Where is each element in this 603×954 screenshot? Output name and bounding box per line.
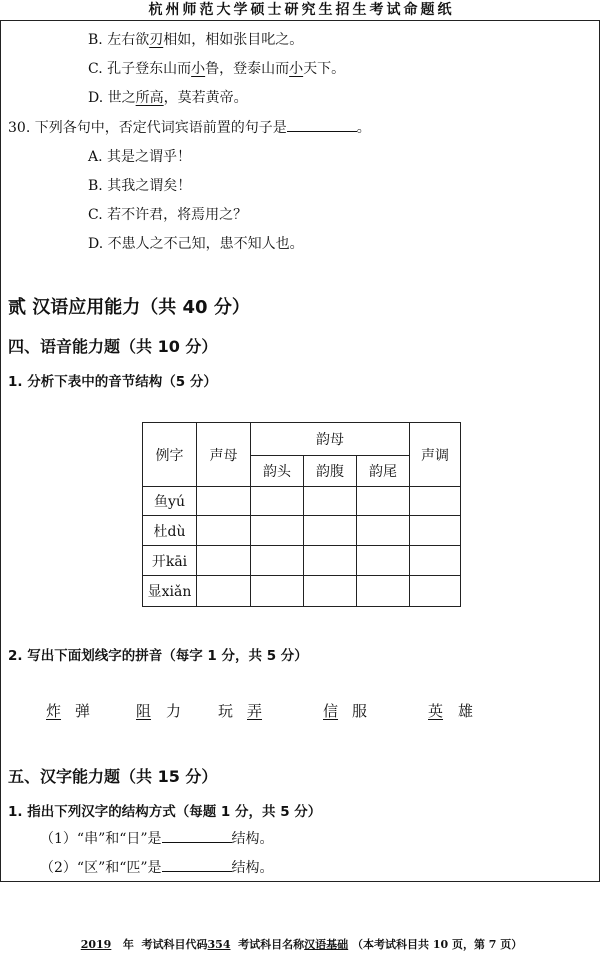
- answer-cell[interactable]: [304, 516, 357, 546]
- item-1-text-end: 结构。: [231, 831, 274, 847]
- footer-name-label: 考试科目名称: [238, 938, 305, 951]
- word-5-char: 雄: [458, 702, 474, 720]
- word-2-char: 力: [166, 702, 182, 720]
- part5-item-1: [40, 828, 274, 848]
- item-2-answer-blank[interactable]: [162, 857, 232, 872]
- footer-pages: （本考试科目共 10 页，第 7 页）: [352, 938, 523, 951]
- item-2-text-end: 结构。: [231, 860, 274, 876]
- word-4-char: 服: [352, 702, 368, 720]
- answer-cell[interactable]: [357, 487, 410, 516]
- part5-title: 五、汉字能力题（共 15 分）: [8, 767, 218, 786]
- answer-cell[interactable]: [304, 546, 357, 576]
- q29-d-text-end: ，莫若黄帝。: [163, 90, 248, 106]
- footer-name: 汉语基础: [304, 938, 349, 951]
- footer-code: 354: [207, 938, 231, 951]
- word-3-char: 玩: [218, 702, 234, 720]
- q29-d-underlined: 所高: [135, 90, 164, 106]
- q29-c-underlined-2: 小: [289, 61, 304, 77]
- header-final-tail: 韵尾: [357, 456, 410, 487]
- answer-cell[interactable]: [197, 487, 251, 516]
- footer-year-suffix: 年: [122, 938, 134, 951]
- q29-d-text: D. 世之: [88, 90, 136, 106]
- q29-b-text-end: 相如，相如张目叱之。: [163, 32, 304, 48]
- q30-option-c: C. 若不许君，将焉用之？: [88, 207, 248, 223]
- answer-cell[interactable]: [251, 516, 304, 546]
- q30-stem-text: 30. 下列各句中，否定代词宾语前置的句子是: [8, 120, 287, 136]
- q30-stem-end: 。: [356, 120, 371, 136]
- footer-code-label: 考试科目代码: [141, 938, 208, 951]
- answer-cell[interactable]: [251, 576, 304, 607]
- q29-c-text: C. 孔子登东山而: [88, 61, 192, 77]
- word-3-underlined: 弄: [247, 702, 263, 720]
- answer-cell[interactable]: [197, 546, 251, 576]
- q30-stem: [8, 117, 371, 137]
- answer-cell[interactable]: [357, 546, 410, 576]
- word-1-underlined: 炸: [46, 702, 62, 720]
- answer-cell[interactable]: [251, 487, 304, 516]
- part5-item-2: [40, 857, 274, 877]
- row-example: 显xiǎn: [143, 576, 197, 607]
- word-4-underlined: 信: [323, 702, 339, 720]
- q29-option-d: [88, 87, 248, 107]
- answer-cell[interactable]: [410, 576, 461, 607]
- word-5-underlined: 英: [428, 702, 444, 720]
- part4-q2-title: 2. 写出下面划线字的拼音（每字 1 分，共 5 分）: [8, 648, 308, 664]
- answer-cell[interactable]: [304, 576, 357, 607]
- answer-cell[interactable]: [197, 516, 251, 546]
- word-1-char: 弹: [75, 702, 91, 720]
- header-initial: 声母: [197, 423, 251, 487]
- page-header: 杭州师范大学硕士研究生招生考试命题纸: [148, 2, 455, 18]
- q30-option-b: B. 其我之谓矣！: [88, 178, 192, 194]
- header-final-head: 韵头: [251, 456, 304, 487]
- q30-option-a: A. 其是之谓乎！: [88, 149, 192, 165]
- header-final: 韵母: [251, 423, 410, 456]
- item-1-text: （1）“串”和“日”是: [40, 831, 162, 847]
- header-final-body: 韵腹: [304, 456, 357, 487]
- answer-cell[interactable]: [197, 576, 251, 607]
- answer-cell[interactable]: [357, 576, 410, 607]
- answer-cell[interactable]: [410, 516, 461, 546]
- part4-title: 四、语音能力题（共 10 分）: [8, 337, 218, 356]
- q30-answer-blank[interactable]: [287, 117, 357, 132]
- part4-q1-title: 1. 分析下表中的音节结构（5 分）: [8, 374, 217, 390]
- answer-cell[interactable]: [304, 487, 357, 516]
- item-2-text: （2）“区”和“匹”是: [40, 860, 162, 876]
- row-example: 杜dù: [143, 516, 197, 546]
- q30-option-d: D. 不患人之不己知，患不知人也。: [88, 236, 304, 252]
- answer-cell[interactable]: [410, 487, 461, 516]
- q29-b-text: B. 左右欲: [88, 32, 150, 48]
- section-title: 贰 汉语应用能力（共 40 分）: [8, 297, 250, 318]
- q29-b-underlined: 刃: [149, 32, 164, 48]
- header-example: 例字: [143, 423, 197, 487]
- q29-option-b: [88, 29, 303, 49]
- answer-cell[interactable]: [251, 546, 304, 576]
- part5-q1-title: 1. 指出下列汉字的结构方式（每题 1 分，共 5 分）: [8, 804, 322, 820]
- item-1-answer-blank[interactable]: [162, 828, 232, 843]
- syllable-table: [142, 422, 461, 607]
- q29-option-c: [88, 58, 345, 78]
- word-2-underlined: 阻: [136, 702, 152, 720]
- q29-c-text-mid: 鲁，登泰山而: [205, 61, 290, 77]
- header-tone: 声调: [410, 423, 461, 487]
- answer-cell[interactable]: [357, 516, 410, 546]
- answer-cell[interactable]: [410, 546, 461, 576]
- page-footer: [0, 936, 603, 952]
- footer-year: 2019: [80, 938, 112, 951]
- q29-c-text-end: 天下。: [303, 61, 346, 77]
- row-example: 鱼yú: [143, 487, 197, 516]
- q29-c-underlined-1: 小: [191, 61, 206, 77]
- row-example: 开kāi: [143, 546, 197, 576]
